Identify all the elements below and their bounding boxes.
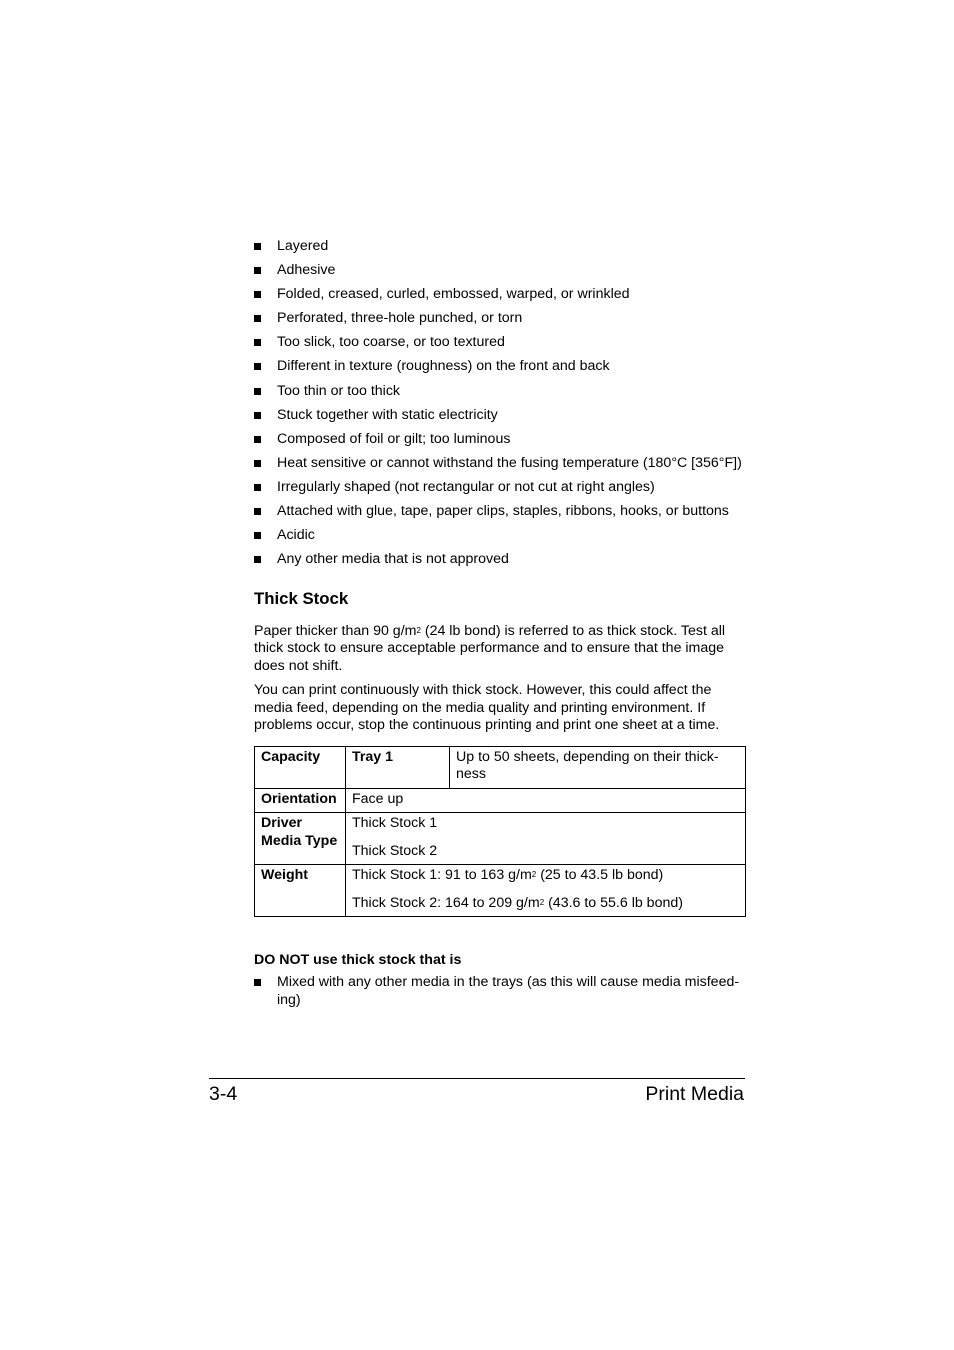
square-bullet-icon xyxy=(254,363,261,370)
square-bullet-icon xyxy=(254,508,261,515)
list-item: Attached with glue, tape, paper clips, staples, ribbons, hooks, or buttons xyxy=(254,503,746,521)
footer-divider xyxy=(209,1078,745,1079)
list-item: Irregularly shaped (not rectangular or not cut at right angles) xyxy=(254,479,746,497)
square-bullet-icon xyxy=(254,436,261,443)
weight-value: Thick Stock 1: 91 to 163 $g/m^2$ (25 to 43.5 lb bond) Thick Stock 2: 164 to 209 $g/m^2$ (43.6 to 55.6 lb bond) xyxy=(346,865,746,917)
square-bullet-icon xyxy=(254,243,261,250)
thick-stock-continuous-note: You can print continuously with thick stock. However, this could affect the media feed, depending on the media quality and printing environment. If problems occur, stop the continuous printing and print one sheet at a time. xyxy=(254,682,720,734)
orientation-value: Face up xyxy=(346,788,746,813)
list-item: Different in texture (roughness) on the front and back xyxy=(254,358,746,376)
orientation-label: Orientation xyxy=(255,788,346,813)
thick-stock-intro: Paper thicker than 90 $g/m^2$ (24 lb bond) is referred to as thick stock. Test all thick stock to ensure acceptable performance and to ensure that the image does not shift. xyxy=(254,622,726,674)
list-item: Heat sensitive or cannot withstand the fusing temperature (180°C [356°F]) xyxy=(254,455,746,473)
chapter-title: Print Media xyxy=(645,1083,744,1105)
table-row xyxy=(255,813,746,865)
square-bullet-icon xyxy=(254,339,261,346)
square-bullet-icon xyxy=(254,460,261,467)
list-item: Perforated, three-hole punched, or torn xyxy=(254,310,746,328)
square-bullet-icon xyxy=(254,267,261,274)
list-item: Mixed with any other media in the trays (as this will cause media misfeed-ing) xyxy=(254,974,746,1009)
list-item: Composed of foil or gilt; too luminous xyxy=(254,431,746,449)
list-item: Stuck together with static electricity xyxy=(254,407,746,425)
table-row xyxy=(255,746,746,788)
list-item: Acidic xyxy=(254,527,746,545)
square-bullet-icon xyxy=(254,388,261,395)
list-item: Adhesive xyxy=(254,262,746,280)
list-item: Too thin or too thick xyxy=(254,383,746,401)
unsuitable-media-list xyxy=(254,238,746,569)
page-number: 3-4 xyxy=(209,1083,238,1105)
square-bullet-icon xyxy=(254,532,261,539)
table-row xyxy=(255,865,746,917)
square-bullet-icon xyxy=(254,291,261,298)
list-item: Layered xyxy=(254,238,746,256)
list-item: Too slick, too coarse, or too textured xyxy=(254,334,746,352)
list-item: Folded, creased, curled, embossed, warped, or wrinkled xyxy=(254,286,746,304)
square-bullet-icon xyxy=(254,412,261,419)
capacity-label: Capacity xyxy=(255,746,346,788)
list-item: Any other media that is not approved xyxy=(254,551,746,569)
square-bullet-icon xyxy=(254,484,261,491)
do-not-use-heading: DO NOT use thick stock that is xyxy=(254,952,462,969)
square-bullet-icon xyxy=(254,979,261,986)
do-not-use-list xyxy=(254,974,746,1009)
square-bullet-icon xyxy=(254,556,261,563)
square-bullet-icon xyxy=(254,315,261,322)
tray-value: Up to 50 sheets, depending on their thick-ness xyxy=(450,746,746,788)
section-heading: Thick Stock xyxy=(254,588,349,608)
driver-media-type-value: Thick Stock 1 Thick Stock 2 xyxy=(346,813,746,865)
weight-label: Weight xyxy=(255,865,346,917)
driver-media-type-label: Driver Media Type xyxy=(255,813,346,865)
tray-label: Tray 1 xyxy=(346,746,450,788)
page-content xyxy=(254,238,746,1016)
table-row xyxy=(255,788,746,813)
thick-stock-spec-table xyxy=(254,746,746,918)
